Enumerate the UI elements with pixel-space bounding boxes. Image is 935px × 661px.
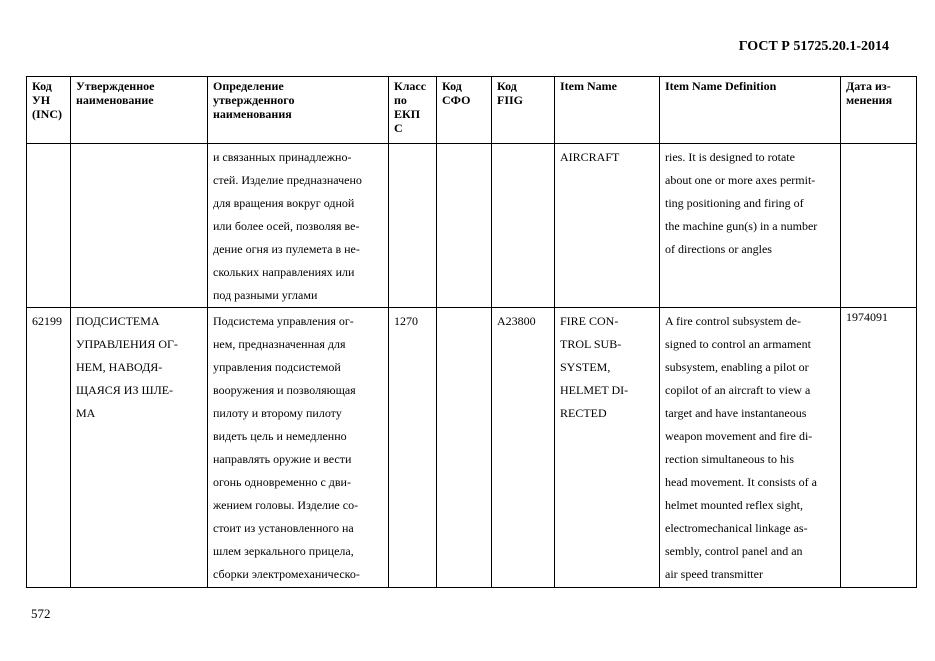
cell-line: copilot of an aircraft to view a — [665, 383, 811, 397]
cell-line: ЩАЯСЯ ИЗ ШЛЕ- — [76, 383, 174, 397]
definition-ru-cell — [208, 308, 389, 588]
cell-line: УПРАВЛЕНИЯ ОГ- — [76, 337, 178, 351]
cell-line: ries. It is designed to rotate — [665, 150, 795, 164]
cell-line: helmet mounted reflex sight, — [665, 498, 803, 512]
cell-line: и связанных принадлежно- — [213, 150, 352, 164]
fiig-cell — [492, 144, 555, 308]
cell-line: по — [394, 93, 407, 107]
cell-line: стоит из установленного на — [213, 521, 354, 535]
name-ru-cell — [71, 144, 208, 308]
cell-line: AIRCRAFT — [560, 150, 620, 164]
item-definition-cell — [660, 144, 841, 308]
cell-line: видеть цель и немедленно — [213, 429, 347, 443]
cell-line: сборки электромеханическо- — [213, 567, 360, 581]
cell-line: наименования — [213, 107, 292, 121]
cell-line: под разными углами — [213, 288, 318, 302]
class-cell: 1270 — [389, 308, 437, 588]
cell-line: ПОДСИСТЕМА — [76, 314, 160, 328]
cell-line: ЕКП — [394, 107, 421, 121]
cell-line: sembly, control panel and an — [665, 544, 803, 558]
cell-line: head movement. It consists of a — [665, 475, 817, 489]
cell-line: дение огня из пулемета в не- — [213, 242, 360, 256]
date-cell — [841, 144, 917, 308]
col-header — [27, 77, 71, 144]
cell-line: НЕМ, НАВОДЯ- — [76, 360, 163, 374]
table-row — [27, 308, 917, 588]
cell-line: наименование — [76, 93, 154, 107]
sfo-cell — [437, 144, 492, 308]
cell-line: of directions or angles — [665, 242, 772, 256]
fiig-cell: A23800 — [492, 308, 555, 588]
cell-line: МА — [76, 406, 96, 420]
cell-line: СФО — [442, 93, 471, 107]
cell-line: Item Name — [560, 79, 617, 93]
cell-line: менения — [846, 93, 893, 107]
col-header — [437, 77, 492, 144]
cell-line: A fire control subsystem de- — [665, 314, 801, 328]
cell-line: the machine gun(s) in a number — [665, 219, 818, 233]
cell-line: жением головы. Изделие со- — [213, 498, 359, 512]
class-cell — [389, 144, 437, 308]
cell-line: rection simultaneous to his — [665, 452, 794, 466]
cell-line: шлем зеркального прицела, — [213, 544, 354, 558]
cell-line: Код — [32, 79, 52, 93]
col-header — [71, 77, 208, 144]
document-title: ГОСТ Р 51725.20.1-2014 — [738, 39, 889, 54]
cell-line: пилоту и второму пилоту — [213, 406, 342, 420]
cell-line: about one or more axes permit- — [665, 173, 816, 187]
sfo-cell — [437, 308, 492, 588]
col-header — [492, 77, 555, 144]
cell-line: или более осей, позволяя ве- — [213, 219, 360, 233]
cell-line: TROL SUB- — [560, 337, 622, 351]
col-header — [389, 77, 437, 144]
cell-line: FIIG — [497, 93, 524, 107]
cell-line: SYSTEM, — [560, 360, 611, 374]
gost-table — [26, 76, 917, 588]
col-header — [555, 77, 660, 144]
cell-line: управления подсистемой — [213, 360, 341, 374]
cell-line: Утвержденное — [76, 79, 155, 93]
cell-line: Item Name Definition — [665, 79, 777, 93]
cell-line: утвержденного — [213, 93, 295, 107]
cell-line: Код — [497, 79, 517, 93]
cell-line: вооружения и позволяющая — [213, 383, 356, 397]
cell-line: Класс — [394, 79, 427, 93]
header-row — [27, 77, 917, 144]
cell-line: target and have instantaneous — [665, 406, 807, 420]
cell-line: направлять оружие и вести — [213, 452, 352, 466]
cell-line: Код — [442, 79, 462, 93]
cell-line: HELMET DI- — [560, 383, 629, 397]
cell-line: electromechanical linkage as- — [665, 521, 808, 535]
col-header — [208, 77, 389, 144]
cell-line: subsystem, enabling a pilot or — [665, 360, 809, 374]
cell-line: Определение — [213, 79, 284, 93]
cell-line: УН — [32, 93, 51, 107]
page-number: 572 — [31, 606, 51, 621]
table-row — [27, 144, 917, 308]
cell-line: Дата из- — [846, 79, 891, 93]
name-ru-cell — [71, 308, 208, 588]
cell-line: С — [394, 121, 403, 135]
item-name-cell — [555, 308, 660, 588]
cell-line: air speed transmitter — [665, 567, 763, 581]
inc-cell — [27, 144, 71, 308]
cell-line: стей. Изделие предназначено — [213, 173, 362, 187]
definition-ru-cell — [208, 144, 389, 308]
cell-line: скольких направлениях или — [213, 265, 355, 279]
col-header — [660, 77, 841, 144]
date-cell: 1974091 — [841, 308, 917, 588]
cell-line: огонь одновременно с дви- — [213, 475, 351, 489]
item-name-cell — [555, 144, 660, 308]
cell-line: (INC) — [32, 107, 62, 121]
cell-line: RECTED — [560, 406, 607, 420]
cell-line: signed to control an armament — [665, 337, 811, 351]
col-header — [841, 77, 917, 144]
cell-line: weapon movement and fire di- — [665, 429, 813, 443]
cell-line: Подсистема управления ог- — [213, 314, 354, 328]
cell-line: FIRE CON- — [560, 314, 619, 328]
item-definition-cell — [660, 308, 841, 588]
cell-line: ting positioning and firing of — [665, 196, 804, 210]
inc-cell: 62199 — [27, 308, 71, 588]
cell-line: нем, предназначенная для — [213, 337, 346, 351]
cell-line: для вращения вокруг одной — [213, 196, 355, 210]
